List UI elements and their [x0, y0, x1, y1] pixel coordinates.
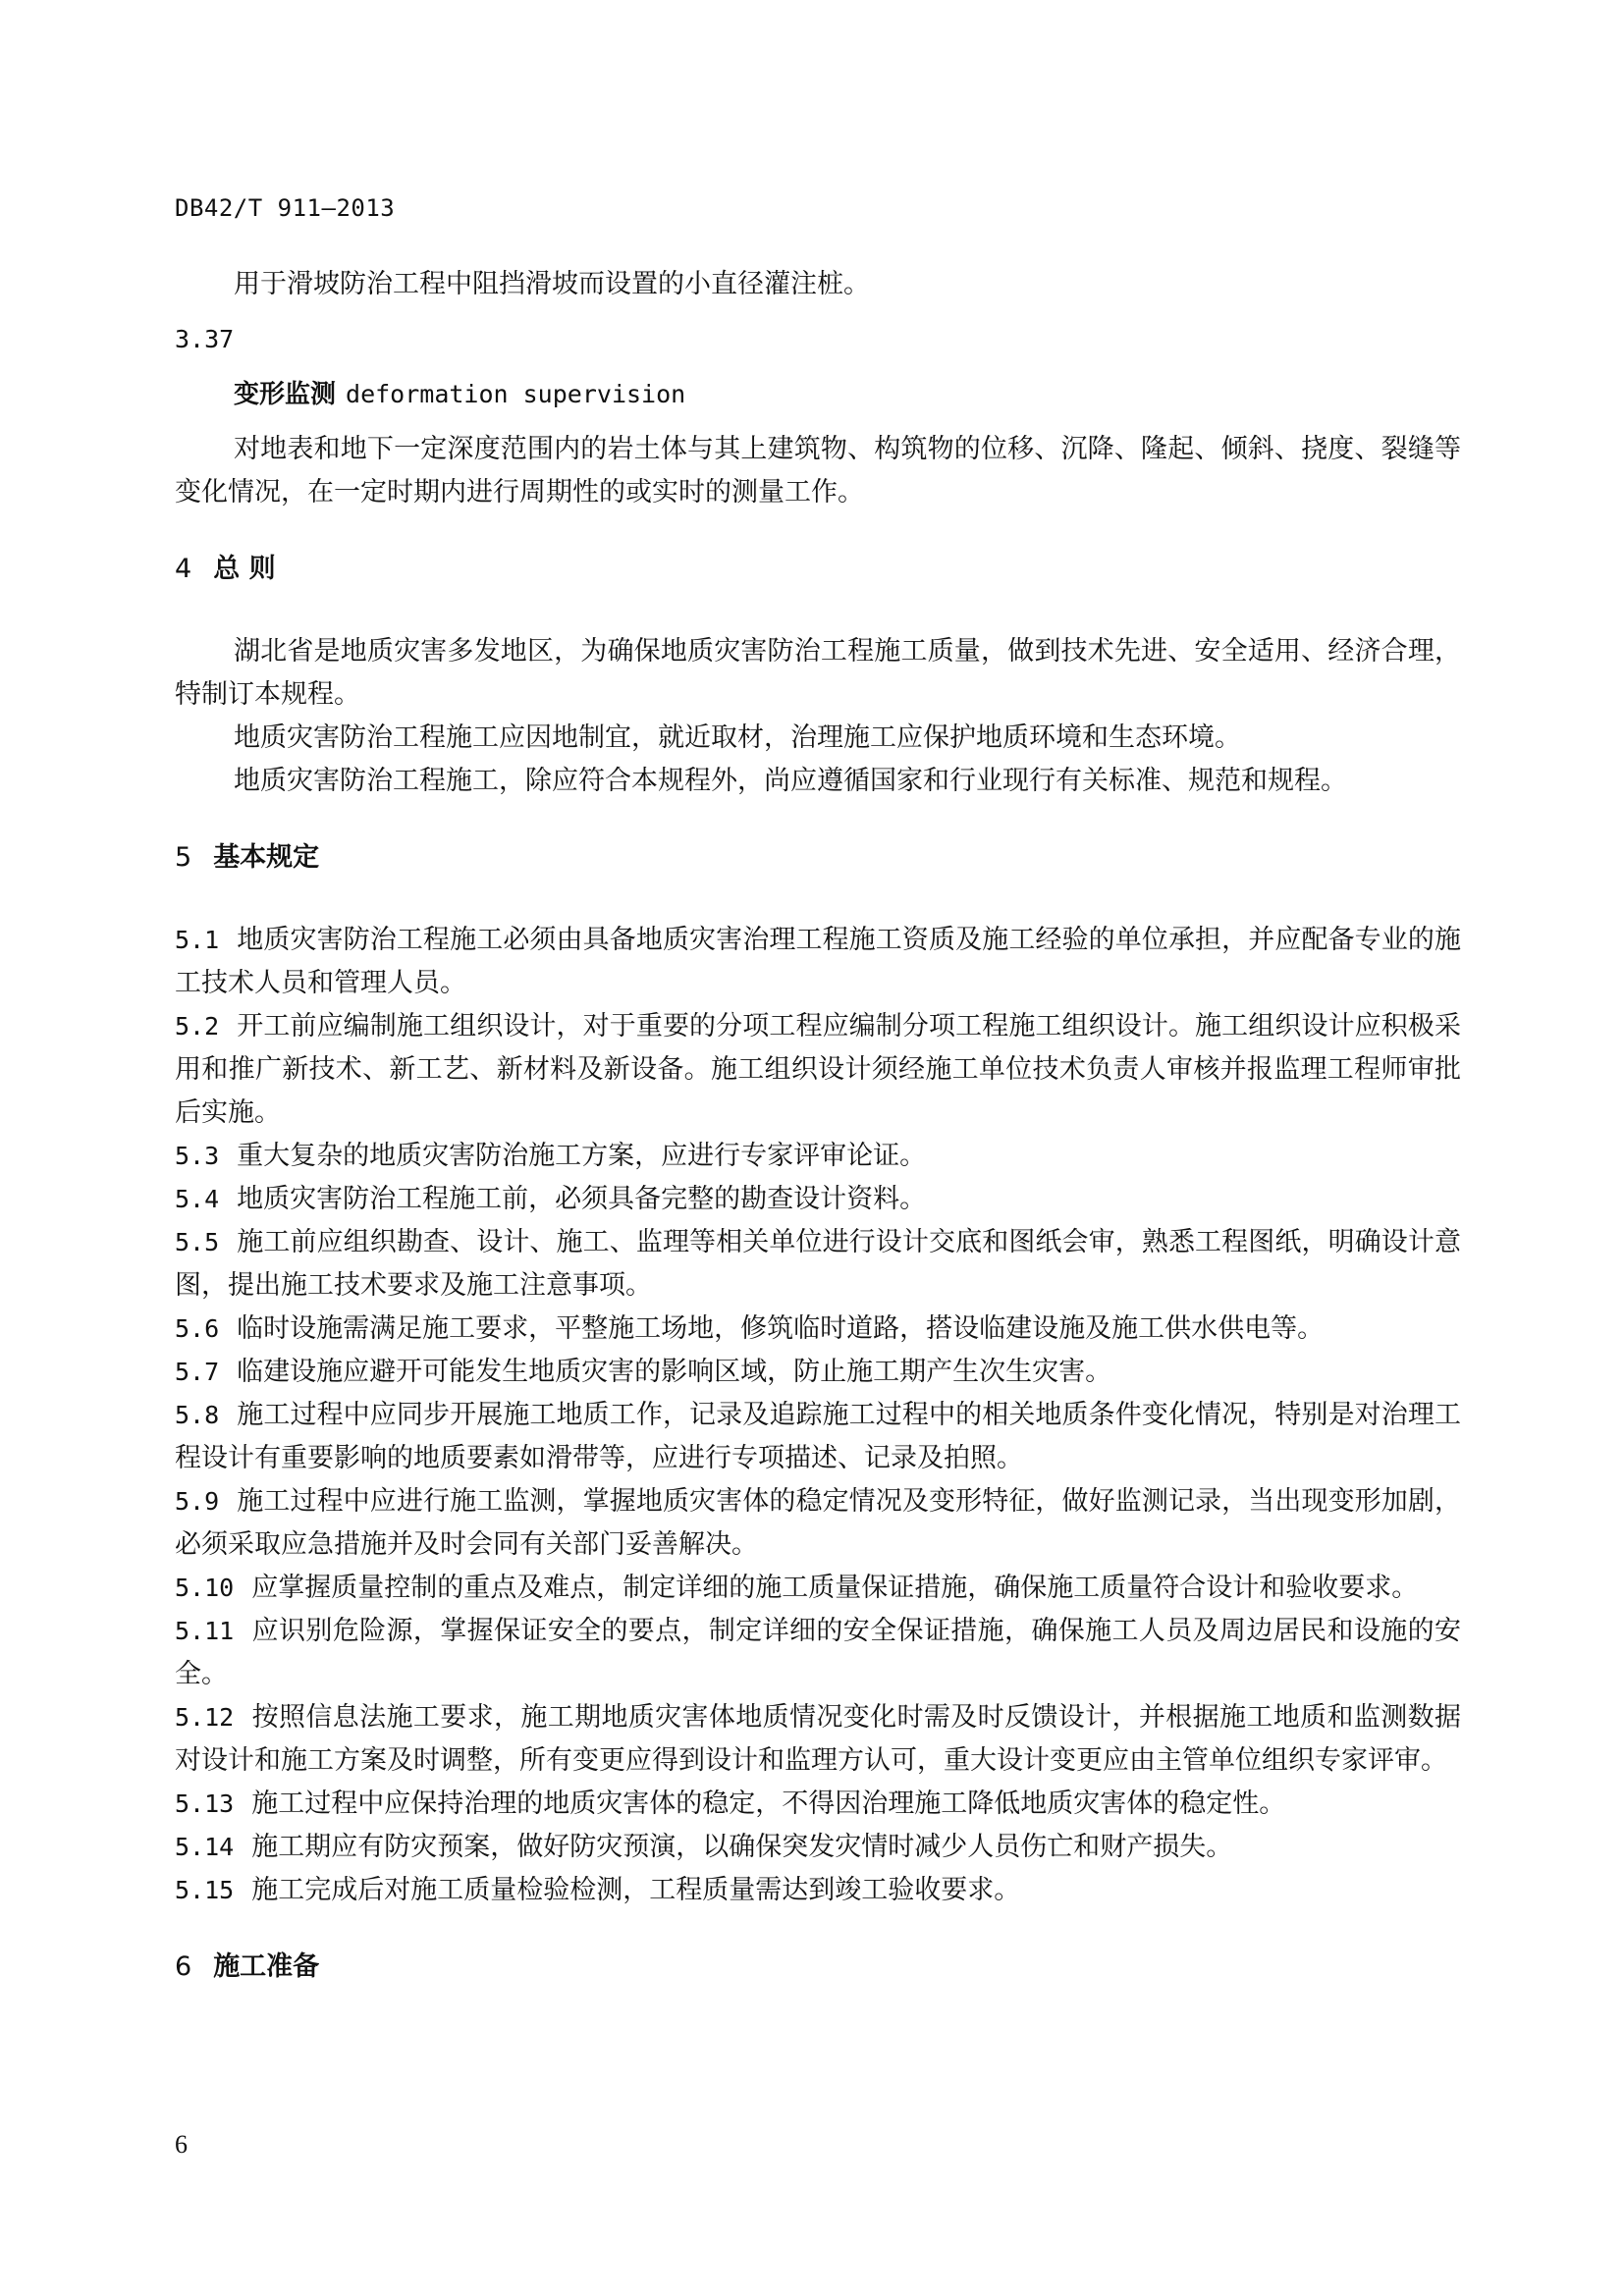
page-number: 6	[175, 2130, 188, 2159]
clause-5-15	[175, 1869, 1461, 1912]
clause-text: 应识别危险源，掌握保证安全的要点，制定详细的安全保证措施，确保施工人员及周边居民和设施的安全。	[175, 1616, 1461, 1689]
section-4-title: 总 则	[213, 554, 276, 584]
clause-5-5	[175, 1221, 1461, 1308]
section-4-paragraph: 地质灾害防治工程施工，除应符合本规程外，尚应遵循国家和行业现行有关标准、规范和规程。	[234, 766, 1347, 796]
intro-line: 用于滑坡防治工程中阻挡滑坡而设置的小直径灌注桩。	[234, 269, 870, 299]
section-4-paragraph: 湖北省是地质灾害多发地区，为确保地质灾害防治工程施工质量，做到技术先进、安全适用、经济合理，特制订本规程。	[175, 636, 1461, 710]
clause-number: 5.11	[175, 1617, 235, 1645]
clause-number: 5.2	[175, 1012, 220, 1041]
clause-number: 5.12	[175, 1703, 235, 1732]
clause-number: 5.14	[175, 1833, 235, 1861]
section-6-heading	[175, 1946, 1461, 1989]
term-title	[175, 373, 1461, 416]
clause-5-2	[175, 1005, 1461, 1135]
section-5-heading	[175, 836, 1461, 880]
clause-text: 开工前应编制施工组织设计，对于重要的分项工程应编制分项工程施工组织设计。施工组织设计应积极采用和推广新技术、新工艺、新材料及新设备。施工组织设计须经施工单位技术负责人审核并报监理工程师审批后实施。	[175, 1011, 1461, 1128]
clause-number: 5.9	[175, 1487, 220, 1516]
clause-5-11	[175, 1610, 1461, 1696]
section-5-title: 基本规定	[213, 842, 320, 873]
clause-number: 5.3	[175, 1142, 220, 1170]
document-id-header: DB42/T 911—2013	[175, 194, 396, 222]
clause-text: 应掌握质量控制的重点及难点，制定详细的施工质量保证措施，确保施工质量符合设计和验收要求。	[251, 1573, 1419, 1603]
clause-text: 重大复杂的地质灾害防治施工方案，应进行专家评审论证。	[237, 1141, 927, 1171]
clause-5-8	[175, 1394, 1461, 1480]
clause-text: 施工前应组织勘查、设计、施工、监理等相关单位进行设计交底和图纸会审，熟悉工程图纸，明确设计意图，提出施工技术要求及施工注意事项。	[175, 1227, 1461, 1301]
term-definition: 对地表和地下一定深度范围内的岩土体与其上建筑物、构筑物的位移、沉降、隆起、倾斜、挠度、裂缝等变化情况，在一定时期内进行周期性的或实时的测量工作。	[175, 434, 1461, 507]
page-content	[175, 263, 1461, 1989]
section-6-title: 施工准备	[213, 1951, 320, 1982]
clause-text: 施工过程中应同步开展施工地质工作，记录及追踪施工过程中的相关地质条件变化情况，特别是对治理工程设计有重要影响的地质要素如滑带等，应进行专项描述、记录及拍照。	[175, 1400, 1461, 1473]
clause-5-3	[175, 1135, 1461, 1178]
clause-text: 施工期应有防灾预案，做好防灾预演，以确保突发灾情时减少人员伤亡和财产损失。	[251, 1832, 1233, 1862]
clause-5-9	[175, 1480, 1461, 1567]
clause-5-13	[175, 1783, 1461, 1826]
clause-number: 5.4	[175, 1185, 220, 1213]
clause-number: 5.1	[175, 926, 220, 954]
clause-text: 地质灾害防治工程施工前，必须具备完整的勘查设计资料。	[237, 1184, 927, 1214]
clause-5-4	[175, 1178, 1461, 1221]
clause-text: 施工完成后对施工质量检验检测，工程质量需达到竣工验收要求。	[251, 1875, 1021, 1905]
section-4-number: 4	[175, 554, 192, 584]
clause-text: 按照信息法施工要求，施工期地质灾害体地质情况变化时需及时反馈设计，并根据施工地质和监测数据对设计和施工方案及时调整，所有变更应得到设计和监理方认可，重大设计变更应由主管单位组织专家评审。	[175, 1702, 1461, 1776]
clause-number: 5.6	[175, 1314, 220, 1343]
clause-text: 施工过程中应进行施工监测，掌握地质灾害体的稳定情况及变形特征，做好监测记录，当出现变形加剧，必须采取应急措施并及时会同有关部门妥善解决。	[175, 1486, 1461, 1560]
clause-5-10	[175, 1567, 1461, 1610]
section-5-number: 5	[175, 842, 192, 873]
clause-number: 5.10	[175, 1574, 235, 1602]
clause-number: 5.5	[175, 1228, 220, 1256]
clause-5-1	[175, 919, 1461, 1005]
section-4-paragraph: 地质灾害防治工程施工应因地制宜，就近取材，治理施工应保护地质环境和生态环境。	[234, 722, 1241, 753]
clause-5-14	[175, 1826, 1461, 1869]
term-number: 3.37	[175, 325, 235, 353]
clause-text: 施工过程中应保持治理的地质灾害体的稳定，不得因治理施工降低地质灾害体的稳定性。	[251, 1789, 1286, 1819]
clause-text: 临建设施应避开可能发生地质灾害的影响区域，防止施工期产生次生灾害。	[237, 1357, 1112, 1387]
term-cn: 变形监测	[234, 380, 337, 409]
term-en: deformation supervision	[346, 380, 686, 408]
clause-text: 临时设施需满足施工要求，平整施工场地，修筑临时道路，搭设临建设施及施工供水供电等。	[237, 1313, 1325, 1344]
clause-number: 5.15	[175, 1876, 235, 1904]
clause-number: 5.13	[175, 1789, 235, 1818]
clause-5-7	[175, 1351, 1461, 1394]
section-6-number: 6	[175, 1951, 192, 1982]
section-4-heading	[175, 548, 1461, 591]
clause-5-12	[175, 1696, 1461, 1783]
clause-number: 5.8	[175, 1401, 220, 1429]
clause-number: 5.7	[175, 1358, 220, 1386]
clause-5-6	[175, 1308, 1461, 1351]
clause-text: 地质灾害防治工程施工必须由具备地质灾害治理工程施工资质及施工经验的单位承担，并应配备专业的施工技术人员和管理人员。	[175, 925, 1461, 998]
